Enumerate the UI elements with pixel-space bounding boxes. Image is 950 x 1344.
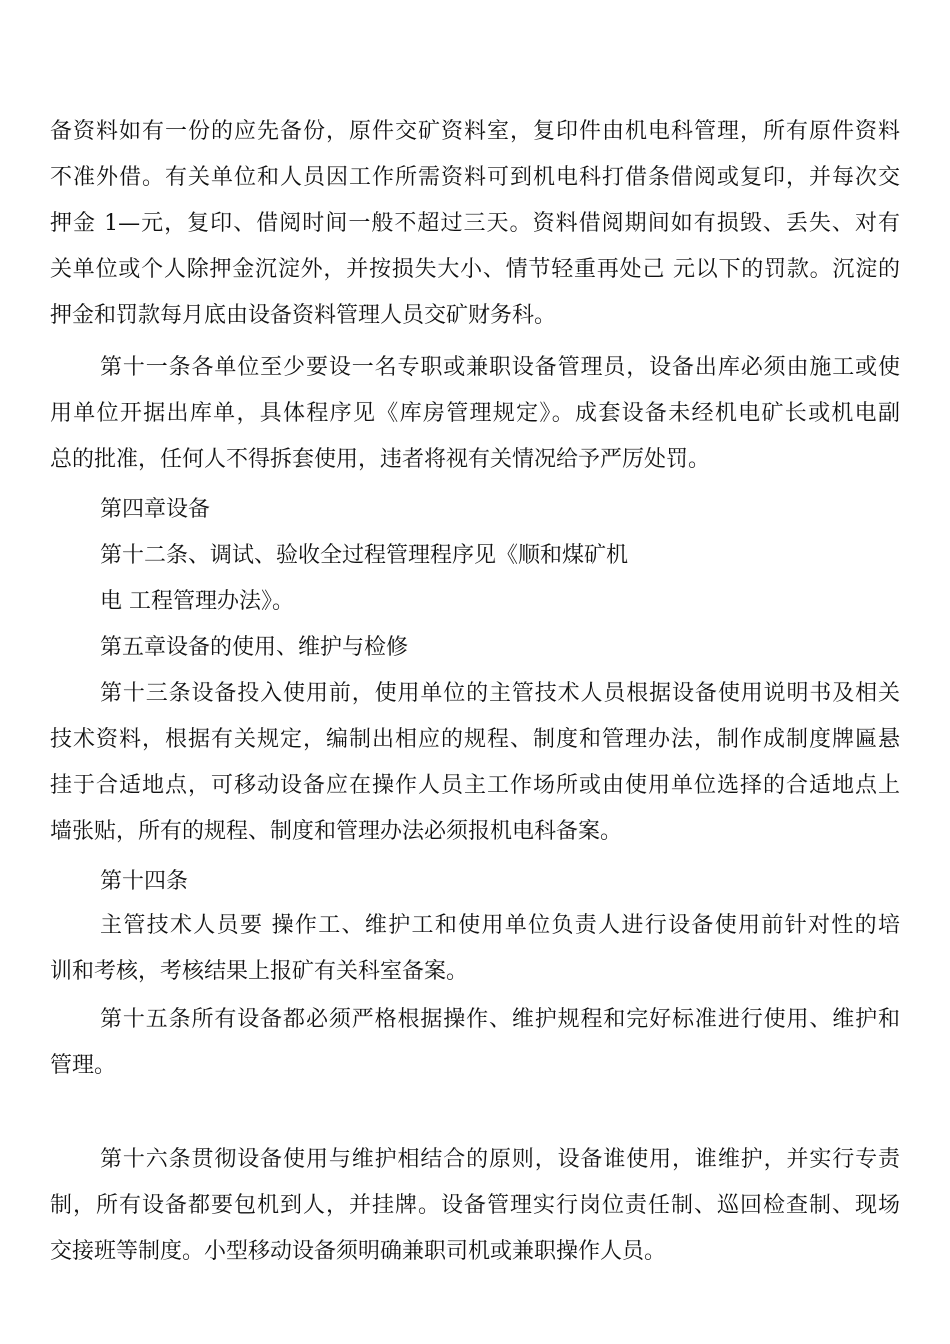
paragraph-line: 技术资料，根据有关规定，编制出相应的规程、制度和管理办法，制作成制度牌匾悬	[50, 727, 900, 752]
paragraph-line: 管理。	[50, 1053, 117, 1078]
paragraph-line: 第十六条贯彻设备使用与维护相结合的原则，设备谁使用，谁维护，并实行专责	[100, 1147, 900, 1172]
paragraph-line: 第十二条、调试、验收全过程管理程序见《顺和煤矿机	[100, 543, 629, 568]
paragraph-line: 押金 1—元，复印、借阅时间一般不超过三天。资料借阅期间如有损毁、丢失、对有	[50, 211, 900, 236]
paragraph-line: 用单位开据出库单，具体程序见《库房管理规定》。成套设备未经机电矿长或机电副	[50, 401, 900, 426]
paragraph-line: 主管技术人员要 操作工、维护工和使用单位负责人进行设备使用前针对性的培	[100, 913, 900, 938]
chapter-heading: 第五章设备的使用、维护与检修	[100, 635, 409, 660]
paragraph-line: 电 工程管理办法》。	[100, 589, 294, 614]
paragraph-line: 第十三条设备投入使用前，使用单位的主管技术人员根据设备使用说明书及相关	[100, 681, 900, 706]
chapter-heading: 第四章设备	[100, 497, 211, 522]
paragraph-line: 备资料如有一份的应先备份，原件交矿资料室，复印件由机电科管理，所有原件资料	[50, 119, 900, 144]
paragraph-line: 不准外借。有关单位和人员因工作所需资料可到机电科打借条借阅或复印，并每次交	[50, 165, 900, 190]
paragraph-line: 墙张贴，所有的规程、制度和管理办法必须报机电科备案。	[50, 819, 623, 844]
paragraph-line: 训和考核，考核结果上报矿有关科室备案。	[50, 959, 469, 984]
paragraph-line: 交接班等制度。小型移动设备须明确兼职司机或兼职操作人员。	[50, 1239, 667, 1264]
paragraph-line: 关单位或个人除押金沉淀外，并按损失大小、情节轻重再处己 元以下的罚款。沉淀的	[50, 257, 900, 282]
paragraph-line: 第十四条	[100, 869, 189, 894]
paragraph-line: 制，所有设备都要包机到人，并挂牌。设备管理实行岗位责任制、巡回检查制、现场	[50, 1193, 900, 1218]
paragraph-line: 总的批准，任何人不得拆套使用，违者将视有关情况给予严厉处罚。	[50, 447, 711, 472]
paragraph-line: 第十五条所有设备都必须严格根据操作、维护规程和完好标准进行使用、维护和	[100, 1007, 900, 1032]
paragraph-line: 押金和罚款每月底由设备资料管理人员交矿财务科。	[50, 303, 557, 328]
paragraph-line: 第十一条各单位至少要设一名专职或兼职设备管理员，设备出库必须由施工或使	[100, 355, 900, 380]
paragraph-line: 挂于合适地点，可移动设备应在操作人员主工作场所或由使用单位选择的合适地点上	[50, 773, 900, 798]
